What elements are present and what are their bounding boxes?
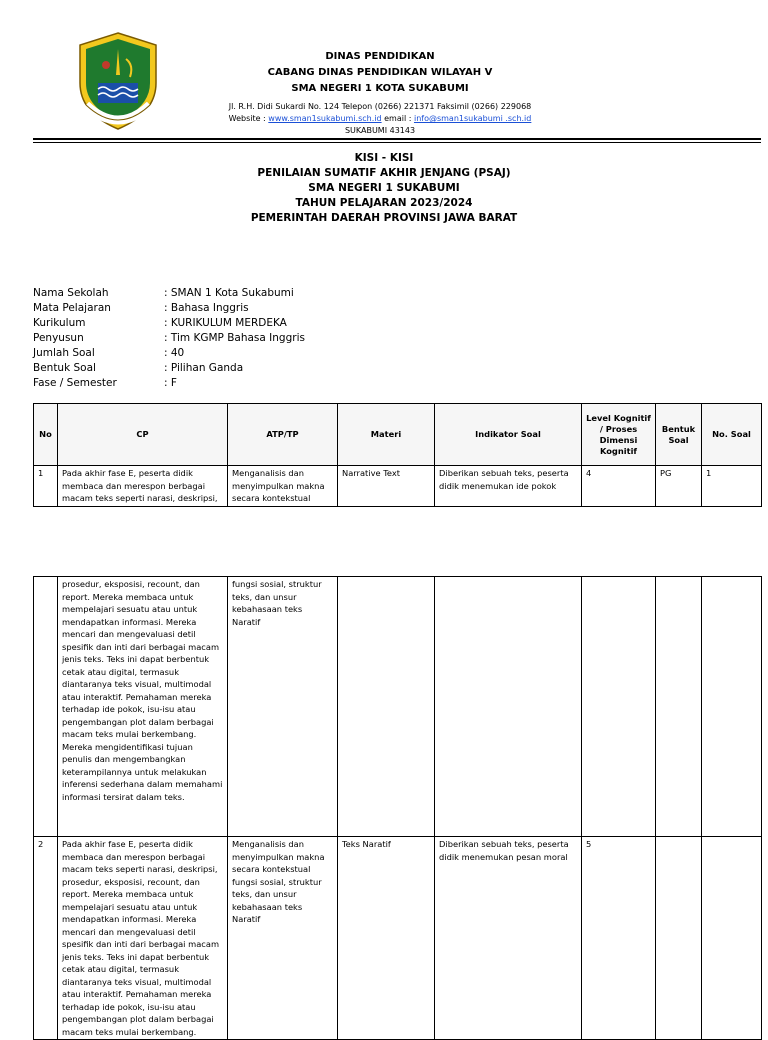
header-materi: Materi xyxy=(338,404,435,466)
kisi-table-continued xyxy=(33,576,762,1040)
info-value: : Bahasa Inggris xyxy=(164,302,249,314)
info-label: Mata Pelajaran xyxy=(33,302,111,314)
title-line-2: PENILAIAN SUMATIF AKHIR JENJANG (PSAJ) xyxy=(257,167,511,179)
cell-indikator xyxy=(435,577,582,837)
cell-atp: fungsi sosial, struktur teks, dan unsur kebahasaan teks Naratif xyxy=(228,577,338,837)
document-info xyxy=(33,286,305,391)
info-row xyxy=(33,361,305,376)
header-indikator: Indikator Soal xyxy=(435,404,582,466)
cell-atp: Menganalisis dan menyimpulkan makna secara kontekstual xyxy=(228,466,338,507)
cell-nosoal: 1 xyxy=(702,466,762,507)
info-value: : SMAN 1 Kota Sukabumi xyxy=(164,287,294,299)
table-header-row xyxy=(34,404,762,466)
agency-name: DINAS PENDIDIKAN xyxy=(325,51,435,62)
cell-materi: Narrative Text xyxy=(338,466,435,507)
info-value: : Pilihan Ganda xyxy=(164,362,244,374)
info-row xyxy=(33,346,305,361)
cell-nosoal xyxy=(702,837,762,1040)
cell-level xyxy=(582,577,656,837)
info-label: Bentuk Soal xyxy=(33,362,96,374)
info-row xyxy=(33,331,305,346)
city-postcode: SUKABUMI 43143 xyxy=(344,126,416,135)
cell-no xyxy=(34,577,58,837)
info-row xyxy=(33,286,305,301)
header-atp: ATP/TP xyxy=(228,404,338,466)
cell-atp: Menganalisis dan menyimpulkan makna secara kontekstual fungsi sosial, struktur teks, dan unsur kebahasaan teks Naratif xyxy=(228,837,338,1040)
contact-line xyxy=(160,113,600,125)
cell-nosoal xyxy=(702,577,762,837)
header-nosoal: No. Soal xyxy=(702,404,762,466)
info-value: : KURIKULUM MERDEKA xyxy=(164,317,287,329)
info-label: Kurikulum xyxy=(33,317,86,329)
table-row xyxy=(34,837,762,1040)
header-bentuk: Bentuk Soal xyxy=(656,404,702,466)
school-name: SMA NEGERI 1 KOTA SUKABUMI xyxy=(291,83,469,94)
info-label: Jumlah Soal xyxy=(33,347,95,359)
grid-table-page-2 xyxy=(33,576,763,1037)
email-link[interactable]: info@sman1sukabumi .sch.id xyxy=(413,114,532,123)
kisi-table xyxy=(33,403,762,507)
letterhead-rule-thin xyxy=(33,142,761,143)
cell-no: 2 xyxy=(34,837,58,1040)
info-row xyxy=(33,316,305,331)
info-value: : F xyxy=(164,377,177,389)
cell-materi xyxy=(338,577,435,837)
cell-bentuk: PG xyxy=(656,466,702,507)
cell-cp: prosedur, eksposisi, recount, dan report. Mereka membaca untuk mempelajari sesuatu atau untuk mendapatkan informasi. Mereka mencari dan mengevaluasi detil spesifik dan inti dari berbagai macam jenis teks. Teks ini dapat berbentuk cetak atau digital, termasuk diantaranya teks visual, multimodal atau interaktif. Pemahaman mereka terhadap ide pokok, isu-isu atau pengembangan plot dalam berbagai macam teks mulai berkembang. Mereka mengidentifikasi tujuan penulis dan mengembangkan keterampilannya untuk melakukan inferensi sederhana dalam memahami informasi tersirat dalam teks. xyxy=(58,577,228,837)
table-row xyxy=(34,577,762,837)
title-line-4: TAHUN PELAJARAN 2023/2024 xyxy=(295,197,473,209)
cell-level: 5 xyxy=(582,837,656,1040)
document-title xyxy=(0,151,768,226)
website-label: Website : xyxy=(228,114,269,123)
email-label: email : xyxy=(381,114,414,123)
school-address: Jl. R.H. Didi Sukardi No. 124 Telepon (0266) 221371 Faksimil (0266) 229068 xyxy=(228,102,532,111)
provincial-emblem-logo xyxy=(76,31,160,131)
info-label: Fase / Semester xyxy=(33,377,117,389)
cell-bentuk xyxy=(656,577,702,837)
info-label: Penyusun xyxy=(33,332,84,344)
website-link[interactable]: www.sman1sukabumi.sch.id xyxy=(268,114,382,123)
branch-name: CABANG DINAS PENDIDIKAN WILAYAH V xyxy=(267,67,493,78)
header-level: Level Kognitif / Proses Dimensi Kognitif xyxy=(582,404,656,466)
grid-table-page-1 xyxy=(33,403,763,507)
info-value: : Tim KGMP Bahasa Inggris xyxy=(164,332,305,344)
header-no: No xyxy=(34,404,58,466)
table-row xyxy=(34,466,762,507)
cell-indikator: Diberikan sebuah teks, peserta didik menemukan ide pokok xyxy=(435,466,582,507)
title-line-1: KISI - KISI xyxy=(354,152,414,164)
cell-cp: Pada akhir fase E, peserta didik membaca dan merespon berbagai macam teks seperti narasi, deskripsi, prosedur, eksposisi, recount, dan report. Mereka membaca untuk mempelajari sesuatu atau untuk mendapatkan informasi. Mereka mencari dan mengevaluasi detil spesifik dan inti dari berbagai macam jenis teks. Teks ini dapat berbentuk cetak atau digital, termasuk diantaranya teks visual, multimodal atau interaktif. Pemahaman mereka terhadap ide pokok, isu-isu atau pengembangan plot dalam berbagai macam teks mulai berkembang. xyxy=(58,837,228,1040)
title-line-3: SMA NEGERI 1 SUKABUMI xyxy=(308,182,460,194)
cell-level: 4 xyxy=(582,466,656,507)
header-cp: CP xyxy=(58,404,228,466)
info-row xyxy=(33,301,305,316)
info-value: : 40 xyxy=(164,347,185,359)
info-label: Nama Sekolah xyxy=(33,287,109,299)
cell-no: 1 xyxy=(34,466,58,507)
cell-materi: Teks Naratif xyxy=(338,837,435,1040)
cell-cp: Pada akhir fase E, peserta didik membaca dan merespon berbagai macam teks seperti narasi, deskripsi, xyxy=(58,466,228,507)
title-line-5: PEMERINTAH DAERAH PROVINSI JAWA BARAT xyxy=(250,212,518,224)
cell-indikator: Diberikan sebuah teks, peserta didik menemukan pesan moral xyxy=(435,837,582,1040)
letterhead xyxy=(160,49,600,137)
cell-bentuk xyxy=(656,837,702,1040)
letterhead-rule xyxy=(33,138,761,140)
info-row xyxy=(33,376,305,391)
